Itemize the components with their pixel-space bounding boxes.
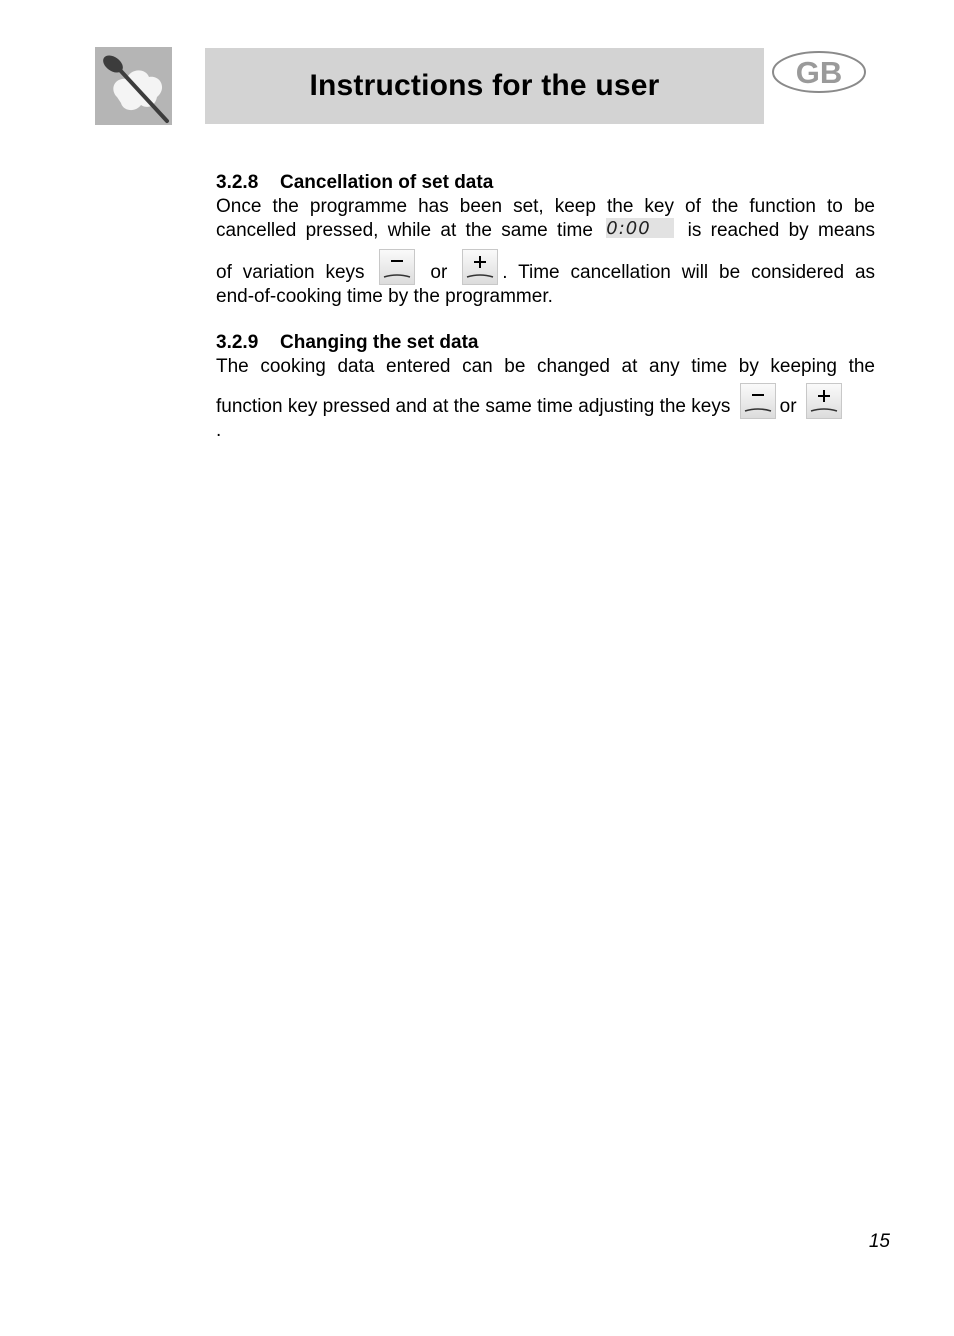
paragraph-text: is reached by means bbox=[687, 220, 876, 241]
section-number: 3.2.9 bbox=[216, 332, 259, 353]
plus-key-icon bbox=[806, 383, 842, 419]
paragraph-text: or bbox=[430, 262, 448, 283]
section-cancellation bbox=[216, 171, 875, 309]
paragraph-text: The cooking data entered can be changed at any time by keeping the bbox=[216, 356, 875, 377]
section-title: Cancellation of set data bbox=[280, 172, 494, 193]
paragraph-line bbox=[216, 249, 875, 285]
minus-key-icon bbox=[379, 249, 415, 285]
paragraph-text: . bbox=[216, 420, 222, 441]
page-number: 15 bbox=[868, 1231, 890, 1252]
paragraph-text: or bbox=[779, 396, 797, 417]
paragraph-line bbox=[216, 419, 875, 443]
plus-key-icon bbox=[462, 249, 498, 285]
section-title: Changing the set data bbox=[280, 332, 479, 353]
time-display-value: 0:00 bbox=[606, 217, 651, 239]
paragraph-line bbox=[216, 219, 875, 243]
section-changing bbox=[216, 331, 875, 443]
spoon-chef-hat-icon bbox=[95, 47, 172, 125]
paragraph-line bbox=[216, 195, 875, 219]
paragraph-text: of variation keys bbox=[216, 262, 365, 283]
paragraph-line bbox=[216, 355, 875, 379]
paragraph-text: function key pressed and at the same time adjusting the keys bbox=[216, 396, 731, 417]
paragraph-text: Once the programme has been set, keep the key of the function to be bbox=[216, 196, 875, 217]
paragraph-text: . Time cancellation will be considered as bbox=[502, 262, 876, 283]
minus-key-icon bbox=[740, 383, 776, 419]
paragraph-line bbox=[216, 383, 875, 419]
section-heading bbox=[216, 171, 875, 195]
paragraph-text: end-of-cooking time by the programmer. bbox=[216, 286, 553, 307]
page-title: Instructions for the user bbox=[309, 69, 660, 102]
section-heading bbox=[216, 331, 875, 355]
country-badge-label: GB bbox=[795, 55, 843, 90]
country-badge bbox=[771, 50, 867, 94]
section-number: 3.2.8 bbox=[216, 172, 259, 193]
time-display bbox=[606, 218, 674, 238]
header-bar bbox=[205, 48, 764, 124]
paragraph-line bbox=[216, 285, 875, 309]
paragraph-text: cancelled pressed, while at the same time bbox=[216, 220, 593, 241]
